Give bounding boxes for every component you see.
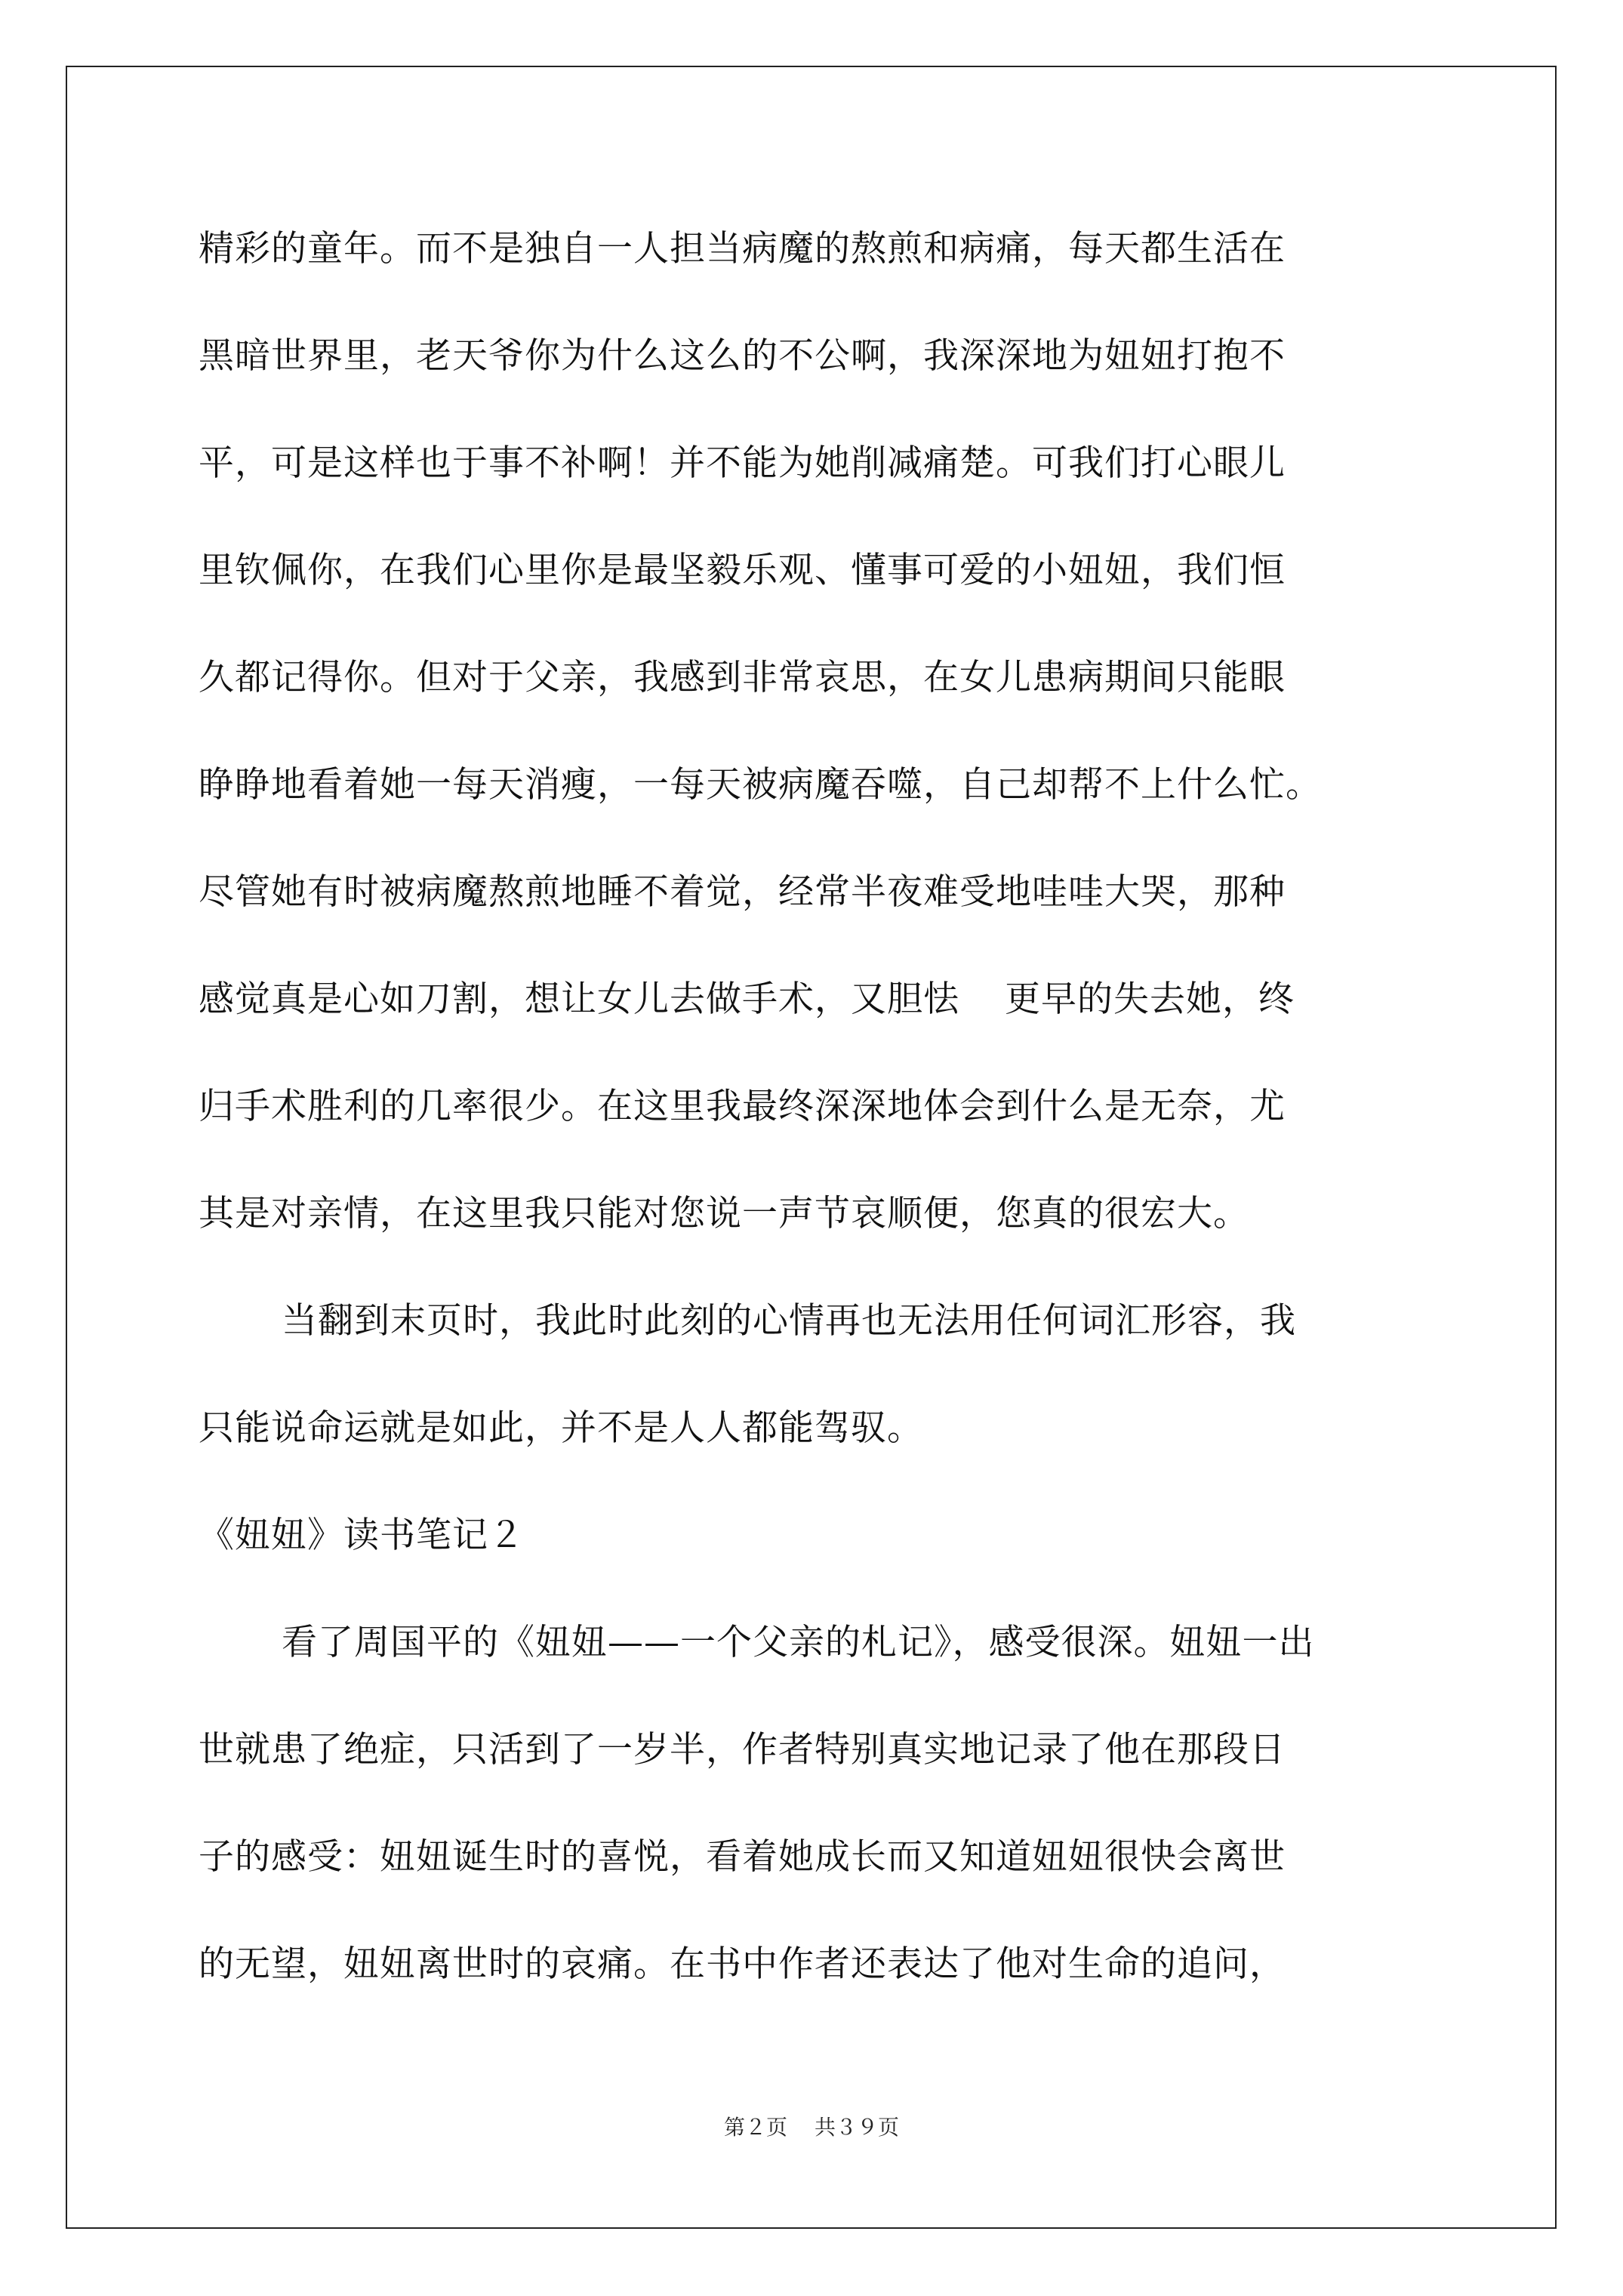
text-line: 精彩的童年。而不是独自一人担当病魔的熬煎和病痛，每天都生活在 (199, 228, 1286, 270)
text-segment: 感觉真是心如刀割，想让女儿去做手术，又胆怯 (199, 978, 959, 1020)
text-line: 归手术胜利的几率很少。在这里我最终深深地体会到什么是无奈，尤 (199, 1086, 1286, 1127)
text-line: 睁睁地看着她一每天消瘦，一每天被病魔吞噬，自己却帮不上什么忙。 (199, 764, 1322, 806)
text-line: 久都记得你。但对于父亲，我感到非常哀思，在女儿患病期间只能眼 (199, 657, 1286, 698)
page-frame (66, 66, 1557, 2229)
section-heading: 《妞妞》读书笔记２ (199, 1515, 525, 1556)
text-line: 其是对亲情，在这里我只能对您说一声节哀顺便，您真的很宏大。 (199, 1193, 1249, 1234)
paragraph-start-line: 看了周国平的《妞妞——一个父亲的札记》，感受很深。妞妞一出 (282, 1622, 1315, 1663)
text-line: 里钦佩你，在我们心里你是最坚毅乐观、懂事可爱的小妞妞，我们恒 (199, 550, 1286, 591)
text-line: 黑暗世界里，老天爷你为什么这么的不公啊，我深深地为妞妞打抱不 (199, 335, 1286, 377)
text-segment: 更早的失去她，终 (1005, 978, 1295, 1020)
text-line: 子的感受：妞妞诞生时的喜悦，看着她成长而又知道妞妞很快会离世 (199, 1836, 1286, 1878)
paragraph-start-line: 当翻到末页时，我此时此刻的心情再也无法用任何词汇形容，我 (282, 1300, 1296, 1342)
text-line: 只能说命运就是如此，并不是人人都能驾驭。 (199, 1407, 923, 1449)
text-line: 世就患了绝症，只活到了一岁半，作者特别真实地记录了他在那段日 (199, 1729, 1286, 1771)
text-line: 尽管她有时被病魔熬煎地睡不着觉，经常半夜难受地哇哇大哭，那种 (199, 871, 1286, 913)
text-line (199, 969, 1295, 1030)
page-total: 共３９页 (815, 2115, 900, 2140)
text-line: 的无望，妞妞离世时的哀痛。在书中作者还表达了他对生命的追问， (199, 1943, 1286, 1985)
page-footer (0, 2113, 1623, 2143)
page-number: 第２页 (723, 2115, 787, 2140)
text-line: 平，可是这样也于事不补啊！并不能为她削减痛楚。可我们打心眼儿 (199, 442, 1286, 484)
